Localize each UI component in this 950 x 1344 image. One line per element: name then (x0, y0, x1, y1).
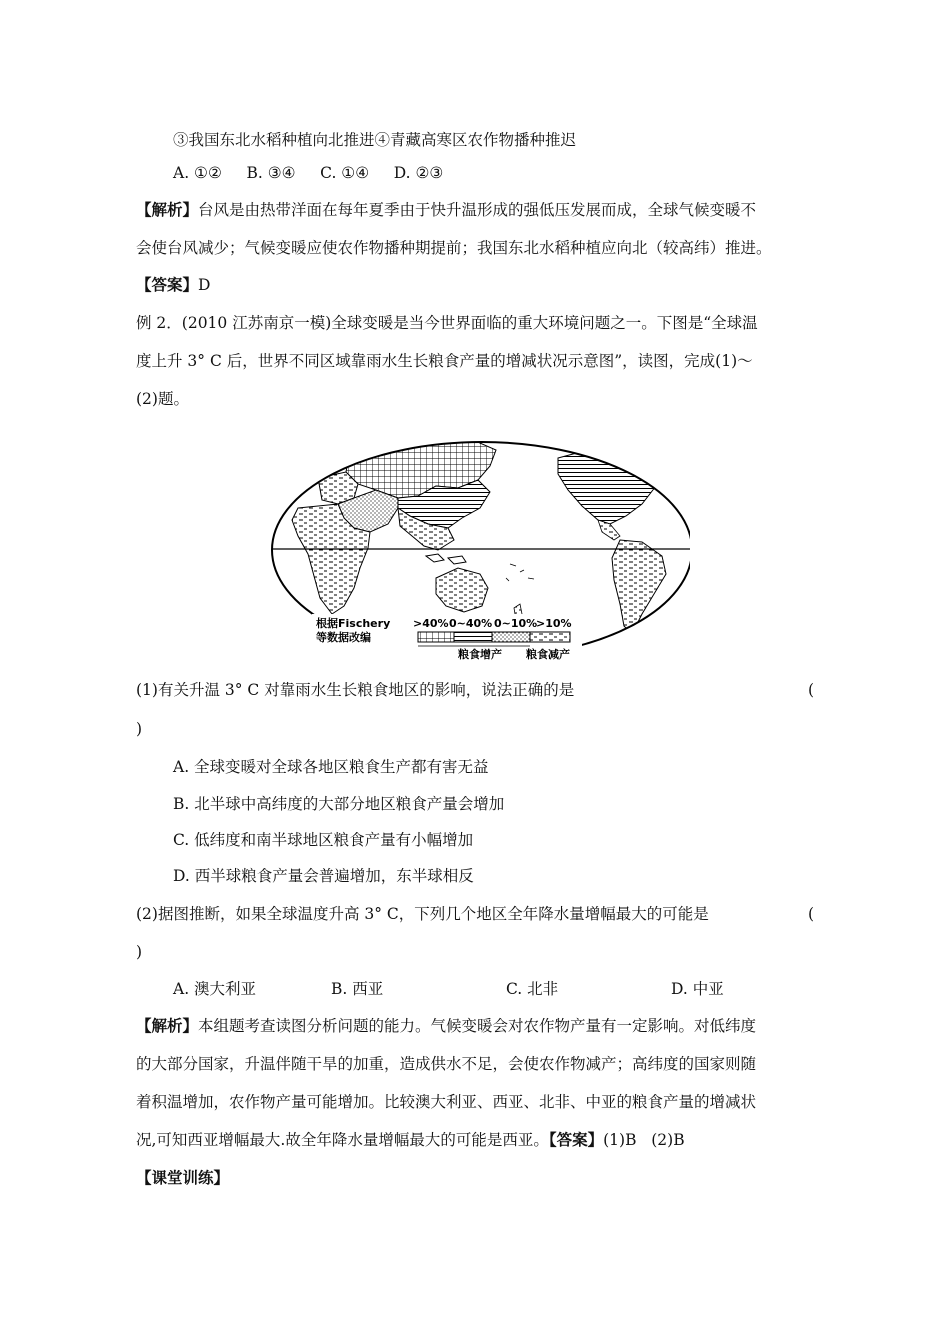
answer-paren-open: ( (808, 681, 815, 699)
analysis-text: 台风是由热带洋面在每年夏季由于快升温形成的强低压发展而成，全球气候变暖不 (198, 201, 757, 219)
text-line: (2)题。 (136, 390, 189, 408)
answer-text: D (198, 276, 211, 294)
map-legend (312, 614, 582, 661)
option-b: B. 北半球中高纬度的大部分地区粮食产量会增加 (173, 795, 505, 813)
analysis-text: 况,可知西亚增幅最大.故全年降水量增幅最大的可能是西亚。 (136, 1131, 549, 1149)
analysis-line (136, 1016, 756, 1036)
world-map-figure (258, 428, 690, 664)
legend-swatch-horiz (454, 632, 492, 642)
islands-region (426, 554, 466, 564)
section-heading: 【课堂训练】 (136, 1168, 230, 1187)
legend-swatch-dash (530, 632, 570, 642)
text-line: ③我国东北水稻种植向北推进④青藏高寒区农作物播种推迟 (173, 131, 577, 149)
answer-tag: 【答案】 (136, 275, 199, 294)
analysis-text: 本组题考查读图分析问题的能力。气候变暖会对农作物产量有一定影响。对低纬度 (198, 1017, 757, 1035)
legend-swatch-dots (492, 632, 530, 642)
answer-paren-close: ) (136, 943, 143, 961)
legend-source-line1: 根据Fischery (316, 617, 391, 630)
legend-swatch-grid (418, 632, 454, 642)
option-d: D. 中亚 (671, 980, 724, 998)
answer-paren-open: ( (808, 905, 815, 923)
text-line: 度上升 3° C 后，世界不同区域靠雨水生长粮食产量的增减状况示意图”，读图，完成(1)～ (136, 352, 753, 370)
legend-increase-label: 粮食增产 (458, 648, 502, 661)
option-c: C. 北非 (506, 980, 559, 998)
analysis-tag: 【解析】 (136, 1016, 199, 1035)
answer-tag: 【答案】 (548, 1130, 604, 1149)
answer-line (136, 275, 210, 295)
analysis-line (136, 200, 756, 220)
answer-text: (1)B (2)B (603, 1131, 685, 1149)
legend-bin-label: 0~10% (494, 617, 538, 630)
option-d: D. 西半球粮食产量会普遍增加，东半球相反 (173, 867, 474, 885)
question-2: (2)据图推断，如果全球温度升高 3° C，下列几个地区全年降水量增幅最大的可能是 (136, 905, 709, 923)
legend-bin-label: 0~40% (449, 617, 493, 630)
text-line: 会使台风减少；气候变暖应使农作物播种期提前；我国东北水稻种植应向北（较高纬）推进。 (136, 239, 772, 257)
pacific-islands (506, 564, 534, 581)
text-line: 着积温增加，农作物产量可能增加。比较澳大利亚、西亚、北非、中亚的粮食产量的增减状 (136, 1093, 757, 1111)
analysis-tag: 【解析】 (136, 200, 199, 219)
text-line (136, 1130, 685, 1150)
north-america-region (558, 450, 656, 524)
legend-bin-label: >40% (413, 617, 449, 630)
option-c: C. 低纬度和南半球地区粮食产量有小幅增加 (173, 831, 474, 849)
options-line: A. ①② B. ③④ C. ①④ D. ②③ (173, 164, 444, 182)
option-a: A. 全球变暖对全球各地区粮食生产都有害无益 (173, 758, 489, 776)
legend-source-line2: 等数据改编 (316, 631, 371, 644)
australia-region (436, 568, 488, 612)
legend-decrease-label: 粮食减产 (526, 648, 570, 661)
legend-bin-label: >10% (536, 617, 572, 630)
answer-paren-close: ) (136, 720, 143, 738)
question-1: (1)有关升温 3° C 对靠雨水生长粮食地区的影响，说法正确的是 (136, 681, 575, 699)
text-line: 的大部分国家，升温伴随干旱的加重，造成供水不足，会使农作物减产；高纬度的国家则随 (136, 1055, 757, 1073)
option-b: B. 西亚 (331, 980, 384, 998)
option-a: A. 澳大利亚 (173, 980, 257, 998)
south-america-region (612, 540, 666, 634)
example-heading: 例 2．(2010 江苏南京一模)全球变暖是当今世界面临的重大环境问题之一。下图是“全球温 (136, 314, 758, 332)
